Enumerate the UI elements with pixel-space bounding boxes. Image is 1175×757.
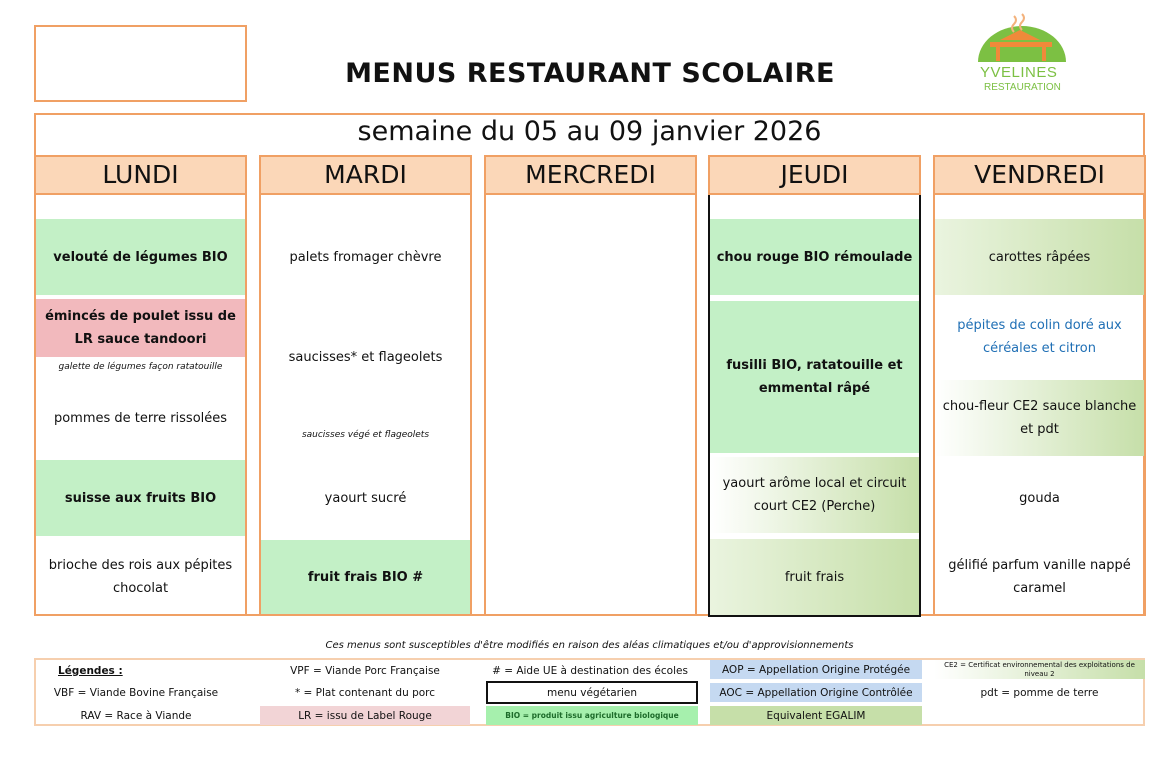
legend-label-rouge: LR = issu de Label Rouge [260,706,470,725]
page-title: MENUS RESTAURANT SCOLAIRE [345,58,835,89]
legend-aop: AOP = Appellation Origine Protégée [710,660,922,679]
menu-laitage: suisse aux fruits BIO [36,460,245,536]
logo-placeholder [34,25,247,102]
menu-laitage: gouda [1019,490,1060,506]
day-column-lundi [34,155,247,616]
legend-bio: BIO = produit issu agriculture biologique [486,706,698,725]
menu-laitage: yaourt sucré [324,490,407,506]
legend-vpf: VPF = Viande Porc Française [290,664,440,677]
legend-aoc: AOC = Appellation Origine Contrôlée [710,683,922,702]
legend-menu-vegetarien: menu végétarien [486,681,698,704]
brand-logo-icon [960,12,1085,72]
menu-plat: pépites de colin doré aux céréales et citron [957,318,1122,356]
menu-accompagnement: pommes de terre rissolées [53,410,228,426]
menu-dessert: fruit frais BIO # [261,540,470,614]
menu-entree: palets fromager chèvre [289,249,442,265]
menu-laitage: yaourt arôme local et circuit court CE2 (Perche) [710,457,919,533]
menu-plat: fusilli BIO, ratatouille et emmental râpé [710,301,919,453]
day-header: MARDI [259,155,472,195]
week-title: semaine du 05 au 09 janvier 2026 [357,116,822,147]
day-header: MERCREDI [484,155,697,195]
legend-egalim: Equivalent EGALIM [710,706,922,725]
menu-plat: émincés de poulet issu de LR sauce tandoori [36,299,245,357]
legend-title: Légendes : [58,664,123,677]
brand-logo [960,12,1085,98]
menu-accompagnement: chou-fleur CE2 sauce blanche et pdt [935,380,1144,456]
day-column-jeudi [708,193,921,617]
legend-porc: * = Plat contenant du porc [294,686,436,699]
legend-rav: RAV = Race à Viande [80,709,192,722]
menu-dessert: gélifié parfum vanille nappé caramel [948,558,1131,596]
menu-plat-vegetarien: galette de légumes façon ratatouille [58,362,223,372]
menu-entree: velouté de légumes BIO [36,219,245,295]
menu-plat-vegetarien: saucisses végé et flageolets [301,430,430,440]
legend-aide-ue: # = Aide UE à destination des écoles [492,664,688,677]
brand-subname: RESTAURATION [984,82,1061,93]
day-column-mercredi [484,155,697,616]
legend-pdt: pdt = pomme de terre [980,686,1099,699]
legend-vbf: VBF = Viande Bovine Française [53,686,219,699]
menu-entree: carottes râpées [935,219,1144,295]
day-header-jeudi: JEUDI [708,155,921,195]
day-column-mardi [259,155,472,616]
disclaimer-note: Ces menus sont susceptibles d'être modifiés en raison des aléas climatiques et/ou d'approvisionnements [325,640,854,651]
legend-ce2: CE2 = Certificat environnemental des exploitations de niveau 2 [934,660,1145,679]
menu-dessert: fruit frais [710,539,919,615]
menu-entree: chou rouge BIO rémoulade [710,219,919,295]
brand-name: YVELINES [980,64,1058,81]
menu-plat: saucisses* et flageolets [288,349,443,365]
day-header: VENDREDI [933,155,1146,195]
day-header: LUNDI [34,155,247,195]
legend-box [34,658,1145,726]
menu-dessert: brioche des rois aux pépites chocolat [48,558,233,596]
day-column-vendredi [933,155,1146,616]
